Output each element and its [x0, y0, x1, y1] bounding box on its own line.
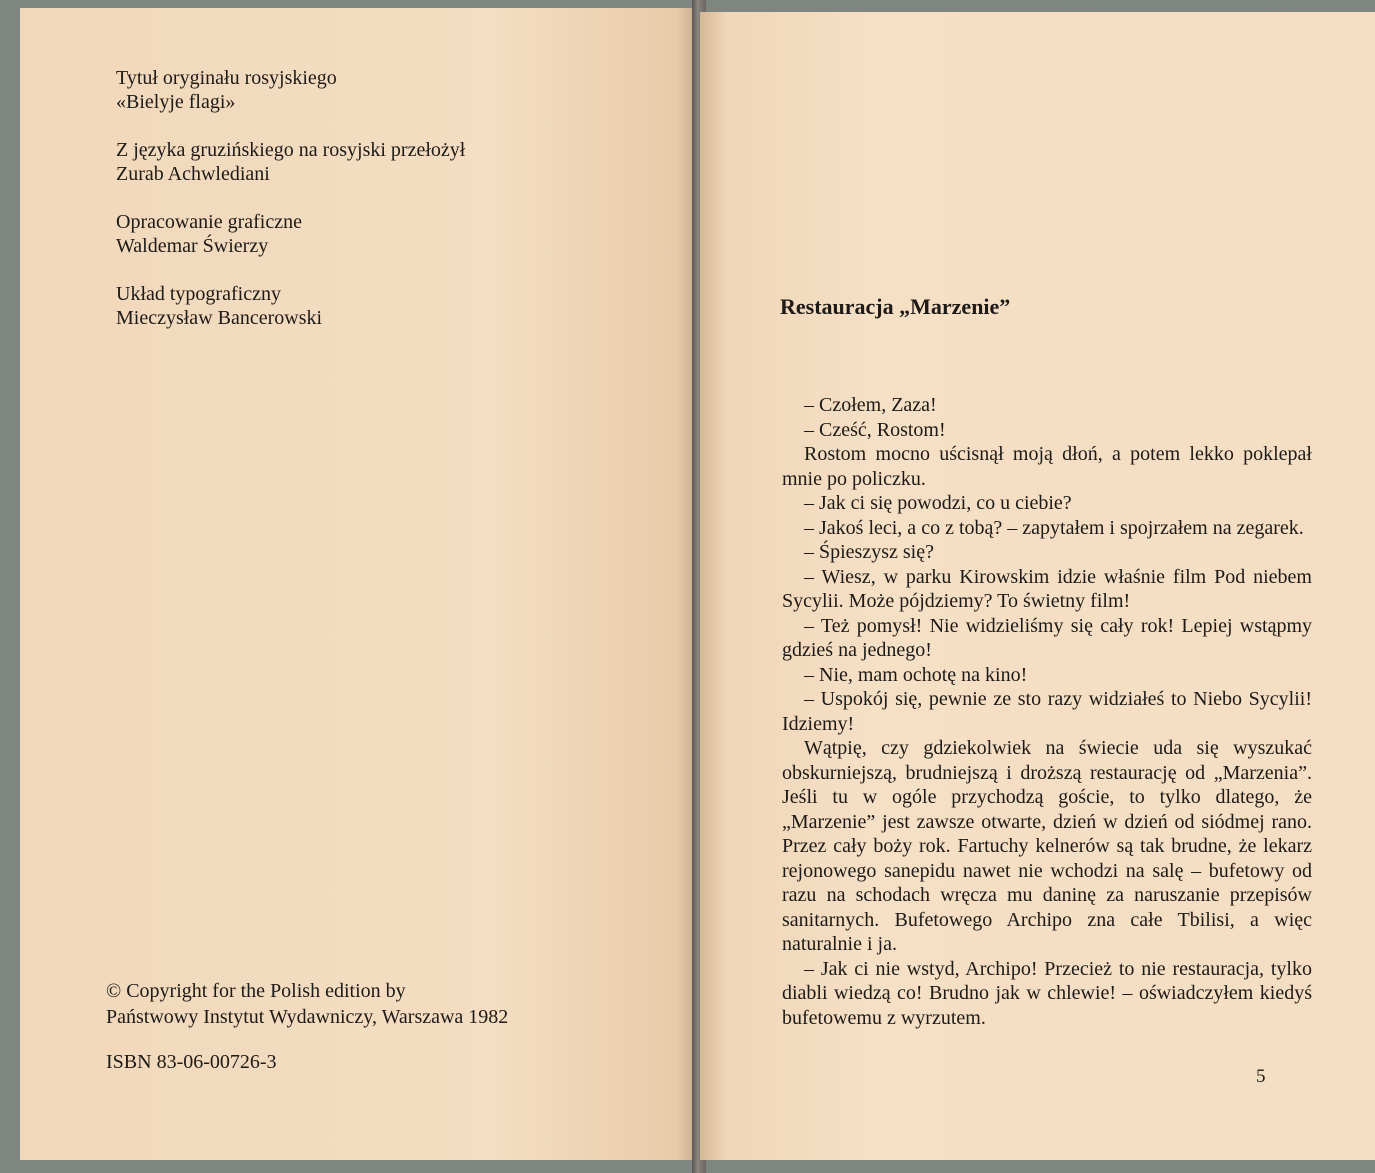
paragraph: Wątpię, czy gdziekolwiek na świecie uda się wyszukać obskurniejszą, brudniejszą i droższą restaurację od „Marzenia”. Jeśli tu w ogóle przychodzą goście, to tylko dlatego, że „Marzenie” jest zawsze otwarte, dzień w dzień od siódmej rano. Przez cały boży rok. Fartuchy kelnerów są tak brudne, że lekarz rejonowego sanepidu nawet nie wchodzi na salę – bufetowy od razu na schodach wręcza mu daninę za naruszanie przepisów sanitarnych. Bufetowego Archipo zna całe Tbilisi, a więc naturalnie i ja. — [782, 737, 1312, 955]
paragraph: – Cześć, Rostom! — [804, 418, 946, 441]
chapter-title: Restauracja „Marzenie” — [780, 294, 1011, 319]
paragraph: Rostom mocno uścisnął moją dłoń, a potem lekko poklepał mnie po policzku. — [782, 443, 1312, 490]
credit-value: Zurab Achwlediani — [116, 163, 270, 185]
publisher-line: Państwowy Instytut Wydawniczy, Warszawa 1982 — [106, 1006, 509, 1028]
paragraph: – Jakoś leci, a co z tobą? – zapytałem i spojrzałem na zegarek. — [804, 516, 1304, 539]
page-number: 5 — [1256, 1066, 1266, 1087]
credit-typography — [116, 282, 465, 330]
credit-translator — [116, 138, 465, 186]
credits-block — [116, 66, 465, 354]
isbn: ISBN 83-06-00726-3 — [106, 1051, 277, 1073]
paragraph: – Czołem, Zaza! — [804, 394, 937, 416]
credit-value: «Bielyje flagi» — [116, 91, 236, 113]
credit-label: Tytuł oryginału rosyjskiego — [116, 67, 337, 89]
credit-label: Z języka gruzińskiego na rosyjski przełożył — [116, 139, 466, 161]
credit-original-title — [116, 66, 465, 114]
paragraph: – Wiesz, w parku Kirowskim idzie właśnie film Pod niebem Sycylii. Może pójdziemy? To świetny film! — [782, 565, 1312, 612]
paragraph: – Też pomysł! Nie widzieliśmy się cały rok! Lepiej wstąpmy gdzieś na jednego! — [782, 614, 1312, 661]
paragraph: – Jak ci nie wstyd, Archipo! Przecież to nie restauracja, tylko diabli wiedzą co! Brudno jak w chlewie! – oświadczyłem kiedyś bufetowemu z wyrzutem. — [782, 957, 1312, 1029]
credit-label: Układ typograficzny — [116, 283, 281, 305]
credit-graphic-design — [116, 210, 465, 258]
copyright-notice — [106, 978, 508, 1030]
copyright-line: © Copyright for the Polish edition by — [106, 980, 406, 1002]
paragraph: – Jak ci się powodzi, co u ciebie? — [804, 492, 1072, 514]
left-page — [20, 8, 696, 1160]
credit-value: Waldemar Świerzy — [116, 235, 269, 257]
paragraph: – Śpieszysz się? — [804, 541, 934, 563]
right-page — [700, 12, 1375, 1160]
credit-value: Mieczysław Bancerowski — [116, 307, 323, 329]
paragraph: – Nie, mam ochotę na kino! — [804, 663, 1028, 686]
chapter-text — [782, 393, 1312, 1030]
credit-label: Opracowanie graficzne — [116, 211, 302, 233]
paragraph: – Uspokój się, pewnie ze sto razy widziałeś to Niebo Sycylii! Idziemy! — [782, 688, 1312, 735]
